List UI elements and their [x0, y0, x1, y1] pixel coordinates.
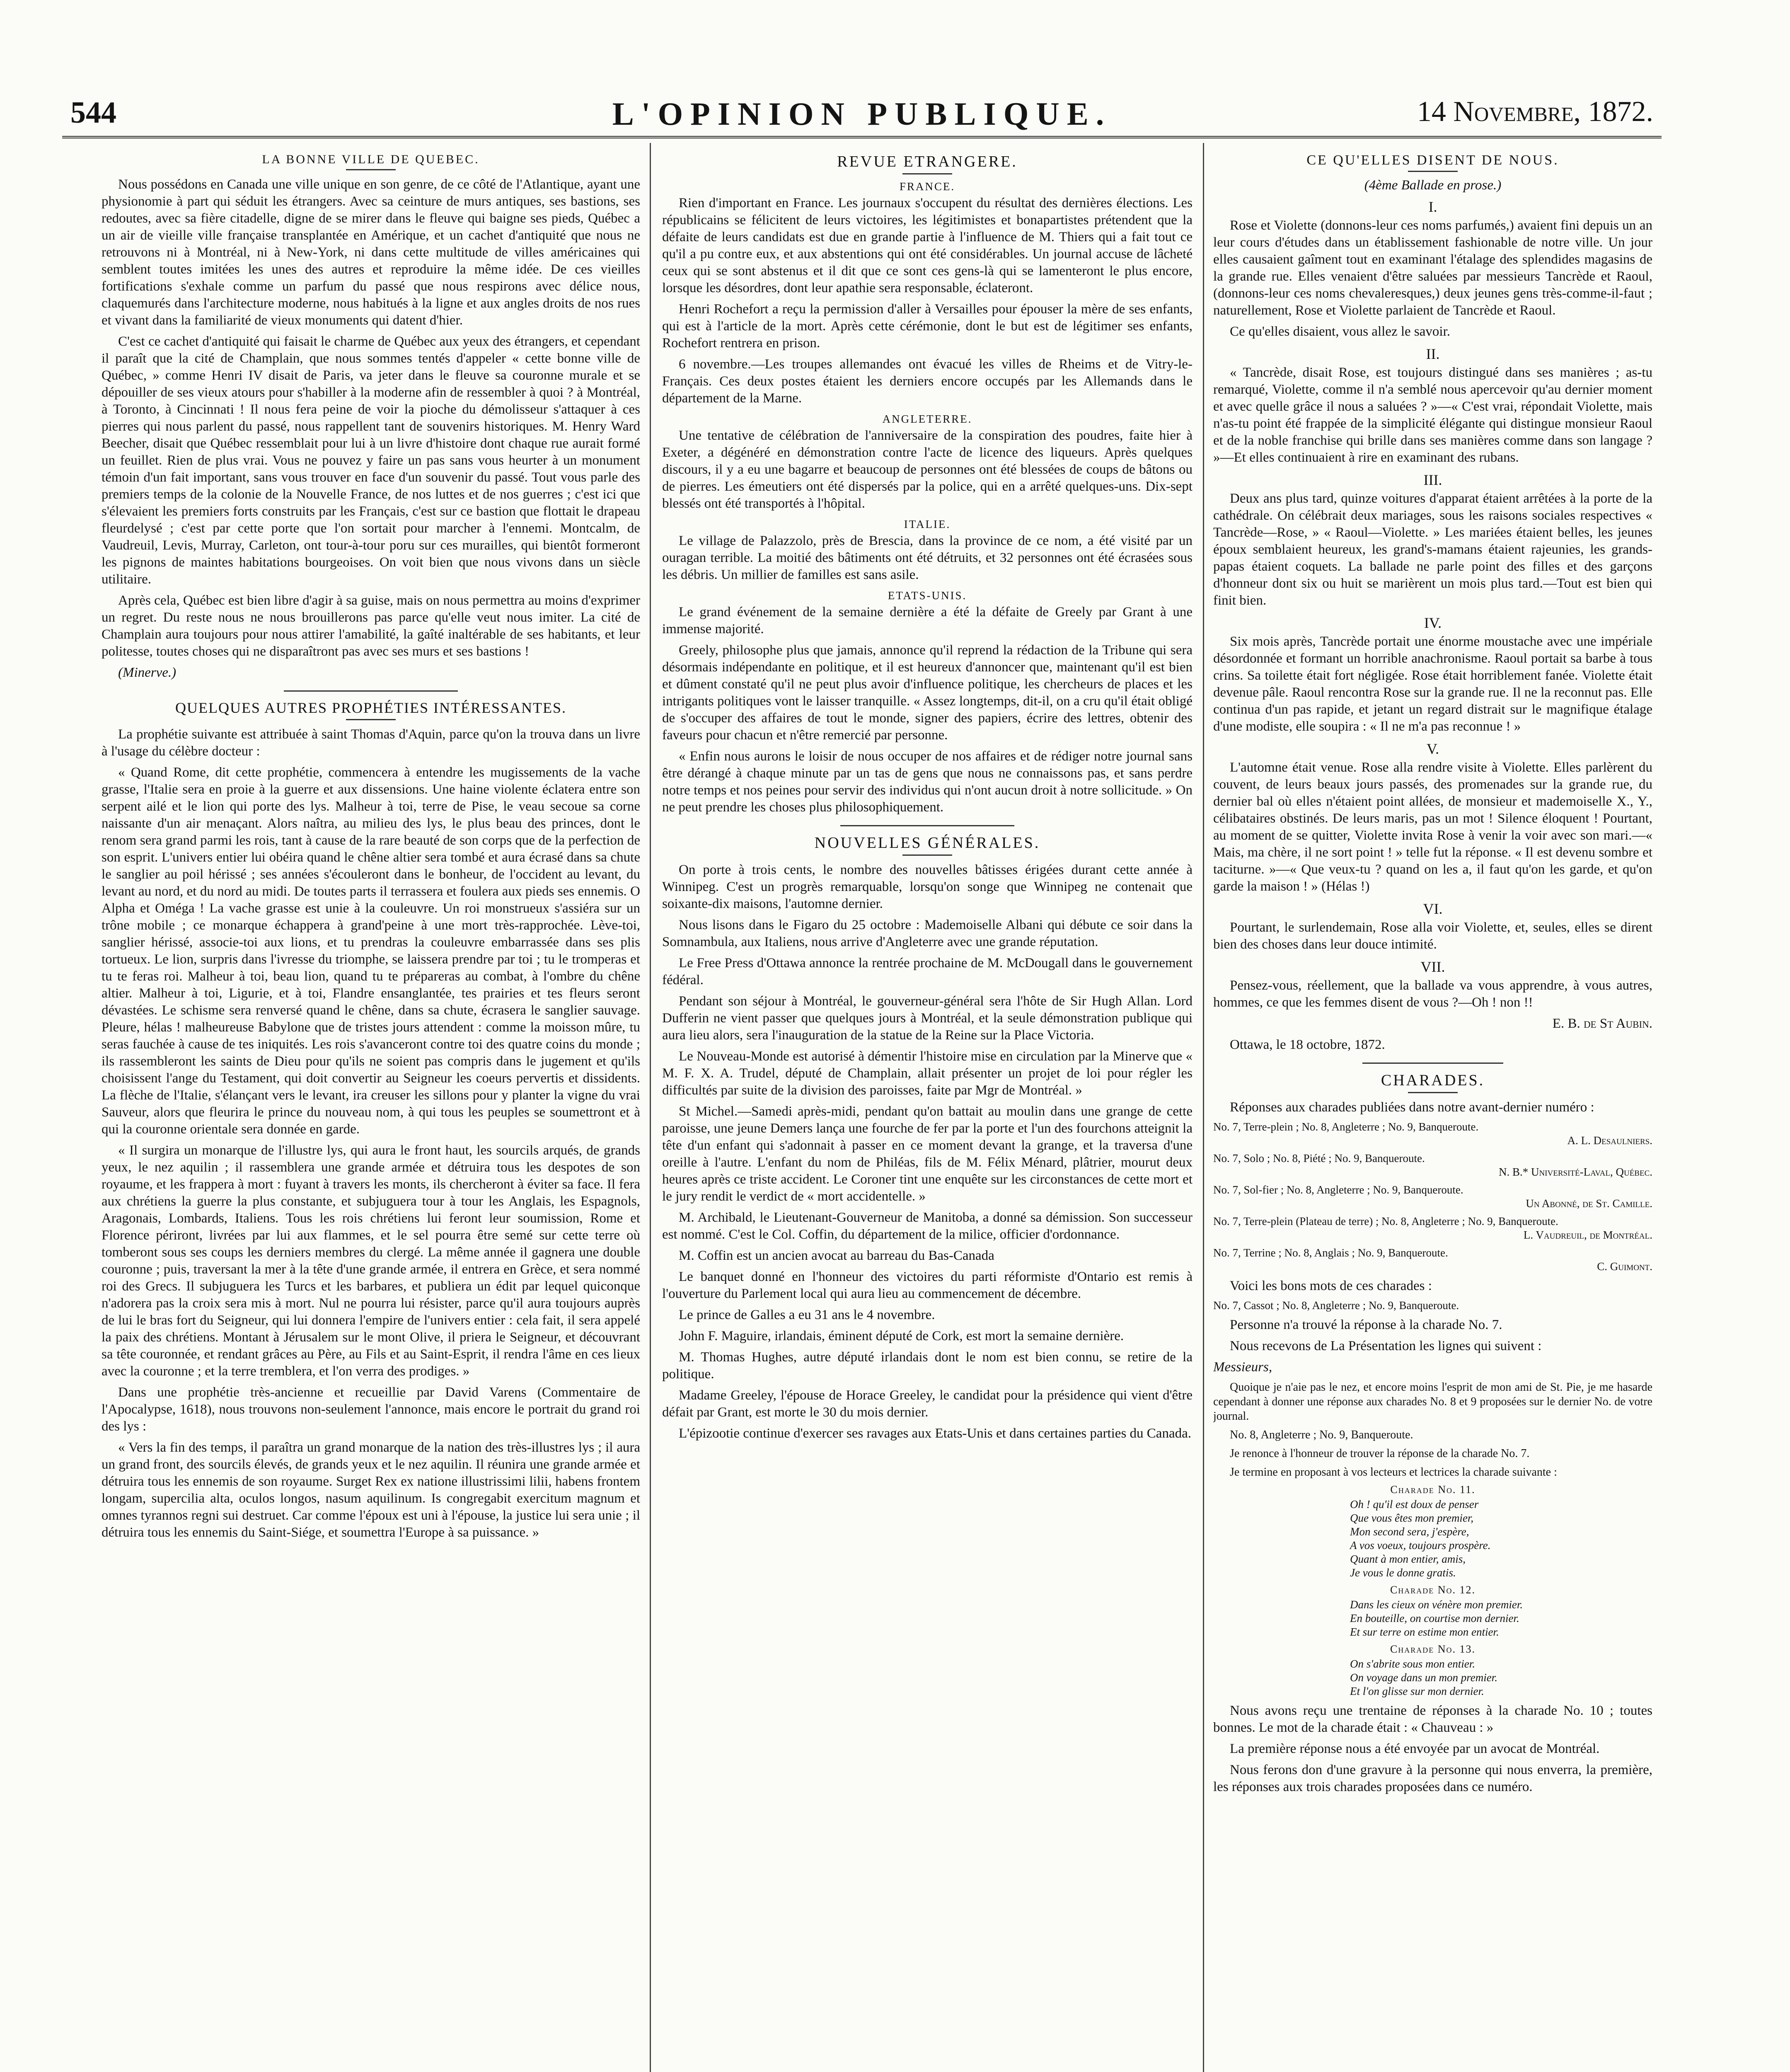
column-divider — [1203, 143, 1204, 2072]
verse-line: A vos voeux, toujours prospère. — [1350, 1539, 1491, 1552]
letter-text: Quoique je n'aie pas le nez, et encore moins l'esprit de mon ami de St. Pie, je me hasarde cependant à donner une réponse aux charades No. 8 et 9 proposées sur le dernier No. de votre journal. — [1213, 1381, 1652, 1423]
title-rule — [902, 854, 952, 856]
title-rule — [902, 173, 952, 174]
letter-text: Je renonce à l'honneur de trouver la réponse de la charade No. 7. — [1230, 1447, 1530, 1460]
column-divider — [650, 143, 651, 2072]
paragraph: « Tancrède, disait Rose, est toujours distingué dans ses manières ; as-tu remarqué, Violette, comme il n'a semblé nous apercevoir qu'au dernier moment et avec quelle grâce il nous a saluées ? »—« C'est vrai, répondait Violette, mais n'as-tu point été frappée de la simplicité élégante qui distingue monsieur Raoul et de la noble franchise qui brille dans ses manières comme dans son langage ? »—Et elles continuaient à rire en examinant des rubans. — [1213, 365, 1652, 465]
section-number: VII. — [1420, 959, 1445, 975]
paragraph: M. Coffin est un ancien avocat au barreau du Bas-Canada — [679, 1248, 994, 1263]
paragraph: Ce qu'elles disaient, vous allez le savoir. — [1230, 324, 1450, 339]
paragraph: Madame Greeley, l'épouse de Horace Greeley, le candidat pour la présidence qui vient d'être défait par Grant, est morte le 30 du mois dernier. — [662, 1388, 1193, 1420]
paragraph: Après cela, Québec est bien libre d'agir à sa guise, mais on nous permettra au moins d'exprimer un regret. Du reste nous ne nous brouillerons pas parce qu'elle veut nous imiter. La cité de Champlain aura toujours pour nous attirer l'amabilité, la gaîté inaltérable de ses habitants, et leur politesse, toutes choses qui ne disparaîtront pas avec ses murs et ses bastions ! — [102, 593, 640, 659]
section-rule — [840, 825, 1014, 826]
letter-text: Je termine en proposant à vos lecteurs et lectrices la charade suivante : — [1230, 1466, 1557, 1479]
paragraph: Le banquet donné en l'honneur des victoires du parti réformiste d'Ontario est remis à l'ouverture du Parlement local qui aura lieu au commencement de décembre. — [662, 1269, 1193, 1301]
paragraph: Nous avons reçu une trentaine de réponses à la charade No. 10 ; toutes bonnes. Le mot de la charade était : « Chauveau : » — [1213, 1703, 1652, 1735]
letter-text: No. 8, Angleterre ; No. 9, Banqueroute. — [1230, 1428, 1413, 1441]
article-title-quebec: LA BONNE VILLE DE QUEBEC. — [262, 152, 480, 166]
charade-verse — [1350, 1598, 1652, 1639]
column-3 — [1213, 145, 1652, 2072]
section-number: I. — [1428, 198, 1437, 215]
paragraph: Nous possédons en Canada une ville unique en son genre, de ce côté de l'Atlantique, ayant une physionomie à part qui séduit les étrangers. Avec sa ceinture de murs antiques, ses bastions, ses redoutes, avec sa fière citadelle, digne de se mirer dans le fleuve qui baigne ses pieds, Québec a un air de vieille ville française transplantée en Amérique, et un cachet d'antiquité que nous ne retrouvons ni à Montréal, ni à New-York, ni dans cette multitude de villes américaines qui semblent toutes imitées les unes des autres et reproduire la même idée. De ces vieilles fortifications s'exhale comme un parfum du passé que nous respirons avec délice nous, claquemurés dans l'architecture moderne, nous habitués à la ligne et aux angles droits de nos rues et vivant dans la familiarité de vieux monuments qui datent d'hier. — [102, 177, 640, 328]
paragraph: Le village de Palazzolo, près de Brescia, dans la province de ce nom, a été visité par un ouragan terrible. La moitié des bâtiments ont été détruits, et 32 personnes ont été écrasées sous les débris. Un millier de familles est sans asile. — [662, 533, 1193, 582]
section-head-france: FRANCE. — [899, 180, 955, 193]
page-number: 544 — [70, 96, 116, 130]
issue-date: 14 Novembre, 1872. — [1417, 96, 1653, 128]
paragraph: M. Archibald, le Lieutenant-Gouverneur de Manitoba, a donné sa démission. Son successeur est nommé. C'est le Col. Coffin, du département de la milice, officier d'ordonnance. — [662, 1210, 1193, 1242]
paragraph: 6 novembre.—Les troupes allemandes ont évacué les villes de Rheims et de Vitry-le-Français. Ces deux postes étaient les derniers encore occupés par les Allemands dans le département de la Marne. — [662, 357, 1193, 406]
verse-line: Que vous êtes mon premier, — [1350, 1512, 1474, 1524]
verse-line: Je vous le donne gratis. — [1350, 1566, 1456, 1579]
verse-line: Et l'on glisse sur mon dernier. — [1350, 1685, 1484, 1697]
paragraph: Henri Rochefort a reçu la permission d'aller à Versailles pour épouser la mère de ses enfants, qui est à l'article de la mort. Après cette cérémonie, dont le but est de légitimer ses enfants, Rochefort rentrera en prison. — [662, 302, 1193, 351]
answer-entry — [1213, 1215, 1652, 1242]
paragraph: L'épizootie continue d'exercer ses ravages aux Etats-Unis et dans certaines parties du Canada. — [679, 1426, 1191, 1441]
author-signature: E. B. de St Aubin. — [1552, 1016, 1652, 1031]
paragraph: Pourtant, le surlendemain, Rose alla voir Violette, et, seules, elles se dirent bien des choses dans leur douce intimité. — [1213, 920, 1652, 952]
verse-line: En bouteille, on courtise mon dernier. — [1350, 1612, 1519, 1624]
paragraph: « Quand Rome, dit cette prophétie, commencera à entendre les mugissements de la vache grasse, l'Italie sera en proie à la guerre et aux dissensions. Une haine violente éclatera entre son serpent ailé et le lion qui porte des lys. Malheur à toi, terre de Pise, le veau secoue sa corne naissante d'un air menaçant. Alors naîtra, au milieu des lys, le plus beau des princes, dont le renom sera grand parmi les rois, tant à cause de la rare beauté de son corps que de la perfection de son esprit. L'univers entier lui obéira quand le chêne altier sera tombé et aura écrasé dans sa chute le sanglier au poil hérissé ; ses années s'écouleront dans le bonheur, de l'occident au levant, du levant au nord, et du nord au midi. De toutes parts il terrassera et foulera aux pieds ses ennemis. O Alpha et Oméga ! La vache grasse est unie à la couleuvre. Un roi monstrueux s'assiéra sur un trône mobile ; ce monarque échappera à grand'peine à une mort très-rapprochée. Lève-toi, sanglier hérissé, associe-toi aux lions, et tu prendras la couleuvre embarrassée dans ses plis tortueux. Le lion, surpris dans l'ivresse du triomphe, se laissera prendre par toi ; tu le tromperas et tu te feras roi. Malheur à toi, beau lion, quand tu te prépareras au combat, à l'ombre du chêne altier. Malheur à toi, Ligurie, et à toi, Flandre ensanglantée, tes prairies et tes fleurs seront dévastées. Le schisme sera renversé quand le chêne, dans sa chute, écrasera le sanglier sauvage. Pleure, hélas ! malheureuse Babylone que de tristes jours attendent : comme la moisson mûre, tu seras fauchée à cause de tes iniquités. Les rois s'avanceront contre toi des quatre coins du monde ; ils rassembleront les saints de Dieu pour qu'ils ne soient pas compris dans le jugement et qu'ils choisissent l'ange du Testament, qui doit convertir au Seigneur les coeurs pervertis et dissidents. La flèche de l'Italie, s'élançant vers le levant, ira creuser les sillons pour y planter la vigne du vrai Sauveur, alors que fleurira le prince du nouveau nom, à qui tous les peuples se soumettront et à qui la couronne orientale sera donnée en garde. — [102, 765, 640, 1137]
article-title-revue: REVUE ETRANGERE. — [837, 153, 1018, 170]
section-number: V. — [1426, 741, 1439, 757]
paragraph: Rose et Violette (donnons-leur ces noms parfumés,) avaient fini depuis un an leur cours d'études dans un établissement fashionable de notre ville. Un jour elles causaient gaîment tout en examinant l'étalage des splendides magasins de la grande rue. Elles venaient d'être saluées par messieurs Tancrède et Raoul, (donnons-leur ces noms chevaleresques,) deux jeunes gens très-comme-il-faut ; naturellement, Rose et Violette parlaient de Tancrède et Raoul. — [1213, 218, 1652, 318]
answer-text: No. 7, Terre-plein (Plateau de terre) ; No. 8, Angleterre ; No. 9, Banqueroute. — [1213, 1215, 1558, 1227]
paragraph: Dans une prophétie très-ancienne et recueillie par David Varens (Commentaire de l'Apocalypse, 1618), nous trouvons non-seulement l'annonce, mais encore le portrait du grand roi des lys : — [102, 1385, 640, 1434]
section-number: IV. — [1424, 615, 1442, 631]
correct-answers: No. 7, Cassot ; No. 8, Angleterre ; No. 9, Banqueroute. — [1213, 1299, 1459, 1312]
paragraph: « Enfin nous aurons le loisir de nous occuper de nos affaires et de rédiger notre journal sans être dérangé à chaque minute par un tas de gens que nous ne connaissons pas, et sans perdre notre temps et nos peines pour servir des individus qui n'ont aucun droit à notre sollicitude. » On ne peut prendre les choses plus philosophiquement. — [662, 749, 1193, 815]
section-rule — [284, 690, 458, 692]
article-title-charades: CHARADES. — [1381, 1072, 1485, 1089]
verse-line: Mon second sera, j'espère, — [1350, 1525, 1469, 1538]
charade-title: Charade No. 12. — [1390, 1584, 1476, 1596]
verse-line: Quant à mon entier, amis, — [1350, 1553, 1466, 1565]
paragraph: Pensez-vous, réellement, que la ballade va vous apprendre, à vous autres, hommes, ce que les femmes disent de vous ?—Oh ! non !! — [1213, 978, 1652, 1010]
answer-author: C. Guimont. — [1597, 1260, 1652, 1273]
column-2 — [662, 145, 1193, 2072]
paragraph: Le grand événement de la semaine dernière a été la défaite de Greely par Grant à une immense majorité. — [662, 605, 1193, 637]
answer-text: No. 7, Solo ; No. 8, Piété ; No. 9, Banqueroute. — [1213, 1152, 1425, 1164]
source-credit: (Minerve.) — [118, 665, 177, 680]
section-rule — [1362, 1063, 1503, 1064]
charade-title: Charade No. 11. — [1390, 1484, 1476, 1496]
verse-line: Et sur terre on estime mon entier. — [1350, 1626, 1499, 1638]
paper-title: L'OPINION PUBLIQUE. — [612, 96, 1112, 132]
answer-entry — [1213, 1246, 1652, 1273]
paragraph: L'automne était venue. Rose alla rendre visite à Violette. Elles parlèrent du couvent, de leurs beaux jours passés, des promenades sur la grande rue, du dernier bal où elles n'étaient point allées, de monsieur et mademoiselle X., Y., célibataires obstinés. De leurs maris, pas un mot ! Silence éloquent ! Pourtant, au moment de se quitter, Violette invita Rose à venir la voir avec son mari.—« Mais, ma chère, il ne sort point ! » telle fut la réponse. « Il est devenu sombre et taciturne. »—« Que veux-tu ? quand on les a, il faut qu'on les garde, et qu'on garde la maison ! » (Hélas !) — [1213, 760, 1652, 894]
answer-author: A. L. Desaulniers. — [1567, 1134, 1652, 1147]
charade-verse — [1350, 1498, 1652, 1580]
paragraph: C'est ce cachet d'antiquité qui faisait le charme de Québec aux yeux des étrangers, et cependant il paraît que la cité de Champlain, que nous sommes tentés d'appeler « cette bonne ville de Québec, » comme Henri IV disait de Paris, va jeter dans le fleuve sa couronne murale et se dépouiller de ses vieux atours pour s'habiller à la moderne afin de ressembler à quoi ? à Montréal, à Toronto, à Cincinnati ! Il nous fera peine de voir la pioche du démolisseur s'attaquer à ces pierres qui nous parlent du passé, nous rappellent tant de souvenirs historiques. M. Henry Ward Beecher, disait que Québec ressemblait pour lui à un livre d'histoire dont chaque rue aurait formé un feuillet. Rien de plus vrai. Vous ne pouvez y faire un pas sans vous heurter à un monument témoin d'un fait important, sans vous trouver en face d'un souvenir du passé. Tout vous parle des premiers temps de la colonie de la Nouvelle France, de nos luttes et de nos guerres ; c'est ici que s'élevaient les premiers forts construits par les Français, c'est sur ce bastion que flottait le drapeau fleurdelysé ; c'est par cette porte que l'on sortait pour marcher à l'ennemi. Montcalm, de Vaudreuil, Levis, Murray, Carleton, ont tour-à-tour poru sur ces murailles, qui bientôt formeront les pignons de maintes habitations bourgeoises. On voit bien que nous vivons dans un siècle utilitaire. — [102, 334, 640, 587]
paragraph: Voici les bons mots de ces charades : — [1230, 1278, 1432, 1293]
paragraph: Le Free Press d'Ottawa annonce la rentrée prochaine de M. McDougall dans le gouvernement fédéral. — [662, 956, 1193, 988]
section-number: II. — [1426, 346, 1440, 362]
paragraph: La première réponse nous a été envoyée par un avocat de Montréal. — [1230, 1741, 1600, 1756]
paragraph: John F. Maguire, irlandais, éminent député de Cork, est mort la semaine dernière. — [679, 1329, 1124, 1343]
masthead-rule — [62, 136, 1662, 138]
charade-verse — [1350, 1657, 1652, 1698]
paragraph: Le prince de Galles a eu 31 ans le 4 novembre. — [679, 1307, 935, 1322]
charade-title: Charade No. 13. — [1390, 1643, 1476, 1655]
verse-line: On s'abrite sous mon entier. — [1350, 1658, 1476, 1670]
paragraph: Nous recevons de La Présentation les lignes qui suivent : — [1230, 1339, 1542, 1353]
paragraph: Pendant son séjour à Montréal, le gouverneur-général sera l'hôte de Sir Hugh Allan. Lord Dufferin ne vient passer que quelques jours à Montréal, et la seule démonstration publique qui aura lieu alors, sera l'inauguration de la statue de la Reine sur la Place Victoria. — [662, 994, 1193, 1043]
paragraph: Le Nouveau-Monde est autorisé à démentir l'histoire mise en circulation par la Minerve que « M. F. X. A. Trudel, député de Champlain, allait présenter un projet de loi pour régler les difficultés par suite de la division des paroisses, faite par Mgr de Montréal. » — [662, 1049, 1193, 1098]
column-1 — [102, 145, 640, 2072]
section-head-italie: ITALIE. — [904, 518, 951, 530]
verse-line: Oh ! qu'il est doux de penser — [1350, 1498, 1479, 1510]
title-rule — [1408, 1092, 1458, 1093]
section-number: VI. — [1423, 900, 1443, 917]
answer-text: No. 7, Sol-fier ; No. 8, Angleterre ; No. 9, Banqueroute. — [1213, 1184, 1463, 1196]
article-title-ballade: CE QU'ELLES DISENT DE NOUS. — [1306, 152, 1559, 168]
paragraph: Six mois après, Tancrède portait une énorme moustache avec une impériale désordonnée et formant un horrible anachronisme. Raoul portait sa barbe à tous crins. Sa toilette était fort négligée. Rose était horriblement fanée. Violette était devenue pâle. Raoul rencontra Rose sur la grande rue. Il ne la reconnut pas. Elle continua d'un pas rapide, et jetant un regard distrait sur le magnifique étalage d'une modiste, elle soupira : « Il ne m'a pas reconnue ! » — [1213, 634, 1652, 734]
title-rule — [346, 719, 396, 720]
section-number: III. — [1423, 472, 1442, 488]
article-title-nouvelles: NOUVELLES GÉNÉRALES. — [814, 834, 1040, 852]
paragraph: Une tentative de célébration de l'anniversaire de la conspiration des poudres, faite hier à Exeter, a dégénéré en démonstration contre l'acte de licence des liqueurs. Après quelques discours, il y a eu une bagarre et beaucoup de personnes ont été blessées de coups de bâtons ou de pierres. Les émeutiers ont été dispersés par la police, qui en a arrêté quelques-uns. Dix-sept blessés ont été transportés à l'hôpital. — [662, 428, 1193, 511]
title-rule — [346, 169, 396, 170]
paragraph: Réponses aux charades publiées dans notre avant-dernier numéro : — [1230, 1100, 1594, 1115]
answer-author: L. Vaudreuil, de Montréal. — [1523, 1229, 1652, 1241]
section-head-etats-unis: ETATS-UNIS. — [888, 589, 967, 602]
paragraph: St Michel.—Samedi après-midi, pendant qu'on battait au moulin dans une grange de cette paroisse, une jeune Demers lança une fourche de fer par la porte et l'un des fourchons atteignit la tête d'un enfant qui s'adonnait à passer en ce moment devant la grange, et la traversa d'une oreille à l'autre. L'enfant du nom de Philéas, fils de M. Félix Ménard, plâtrier, mourut deux heures après ce triste accident. Le Coroner tint une enquête sur les circonstances de cette mort et le jury rendit le verdict de « mort accidentelle. » — [662, 1104, 1193, 1204]
paragraph: Nous lisons dans le Figaro du 25 octobre : Mademoiselle Albani qui débute ce soir dans la Somnambula, aux Italiens, nous arrive d'Angleterre avec une grande réputation. — [662, 917, 1193, 949]
answer-author: Un Abonné, de St. Camille. — [1526, 1197, 1652, 1210]
paragraph: Deux ans plus tard, quinze voitures d'apparat étaient arrêtées à la porte de la cathédrale. On célébrait deux mariages, sous les raisons sociales respectives « Tancrède—Rose, » « Raoul—Violette. » Les mariées étaient belles, les jeunes époux semblaient heureux, les grand's-mamans étaient rajeunies, les grands-papas étaient coquets. La ballade ne parle point des filles et des garçons d'honneur dont six ou huit se marièrent un mois plus tard.—Tout est bien qui finit bien. — [1213, 491, 1652, 608]
paragraph: Nous ferons don d'une gravure à la personne qui nous enverra, la première, les réponses aux trois charades proposées dans ce numéro. — [1213, 1762, 1652, 1794]
paragraph: Rien d'important en France. Les journaux s'occupent du résultat des dernières élections. Les républicains se félicitent de leurs victoires, les légitimistes et bonapartistes prétendent que la défaite de leurs candidats est due en grande partie à l'influence de M. Thiers qui a fait tout ce qu'il a pu contre eux, et aux abstentions qui ont été considérables. Un journal accuse de lâcheté ceux qui se sont abstenus et il dit que ce sont ces gens-là qui se lamenteront le plus encore, lorsque les désordres, dont leur apathie sera responsable, éclateront. — [662, 196, 1193, 295]
section-head-angleterre: ANGLETERRE. — [882, 413, 972, 425]
article-subtitle: (4ème Ballade en prose.) — [1364, 178, 1502, 193]
paragraph: « Il surgira un monarque de l'illustre lys, qui aura le front haut, les sourcils arqués, de grands yeux, le nez aquilin ; il rassemblera une grande armée et détruira tous les despotes de son royaume, et les frappera à mort : fuyant à travers les monts, ils chercheront à éviter sa face. Il fera aux chrétiens la guerre la plus constante, et subjuguera tour à tour les Anglais, les Espagnols, Aragonais, Lombards, Italiens. Tous les rois chrétiens lui feront leur soumission, Rome et Florence périront, livrées par lui aux flammes, et le sel pourra être semé sur cette terre où tomberont sous ses coups les derniers membres du clergé. La même année il gagnera une double couronne ; puis, traversant la mer à la tête d'une grande armée, il entrera en Grèce, et sera nommé roi des Grecs. Il subjuguera les Turcs et les barbares, et publiera un édit par lequel quiconque n'adorera pas la croix sera mis à mort. Nul ne pourra lui résister, parce qu'il aura toujours auprès de lui le bras fort du Seigneur, qui lui donnera l'empire de l'univers entier : cela fait, il sera appelé la paix des chrétiens. Montant à Jérusalem sur le mont Olive, il priera le Seigneur, et découvrant sa tête couronnée, et rendant grâces au Père, au Fils et au Saint-Esprit, il rendra l'âme en ces lieux avec la couronne ; et la terre tremblera, et l'on verra des prodiges. » — [102, 1143, 640, 1379]
answer-author: N. B.* Université-Laval, Québec. — [1498, 1166, 1652, 1178]
answer-entry — [1213, 1183, 1652, 1210]
paragraph: Personne n'a trouvé la réponse à la charade No. 7. — [1230, 1317, 1502, 1332]
answer-entry — [1213, 1120, 1652, 1147]
paragraph: Greely, philosophe plus que jamais, annonce qu'il reprend la rédaction de la Tribune qui sera désormais indépendante en politique, et il est heureux d'annoncer que, maintenant qu'il est bien et dûment constaté qu'il ne peut plus avoir d'influence politique, les chercheurs de places et les intrigants politiques vont le laisser tranquille. « Assez longtemps, dit-il, on a cru qu'il était obligé de s'occuper des affaires de tout le monde, signer des papiers, écrire des lettres, obtenir des faveurs pour chacun et n'être remercié par personne. — [662, 643, 1193, 743]
verse-line: Dans les cieux on vénère mon premier. — [1350, 1598, 1523, 1611]
title-rule — [1408, 171, 1458, 172]
masthead — [62, 95, 1662, 133]
article-title-propheties: QUELQUES AUTRES PROPHÉTIES INTÉRESSANTES. — [175, 700, 567, 716]
verse-line: On voyage dans un mon premier. — [1350, 1671, 1497, 1684]
answer-entry — [1213, 1152, 1652, 1179]
letter-salutation: Messieurs, — [1213, 1360, 1272, 1375]
dateline: Ottawa, le 18 octobre, 1872. — [1230, 1037, 1385, 1052]
paragraph: « Vers la fin des temps, il paraîtra un grand monarque de la nation des très-illustres lys ; il aura un grand front, des sourcils élevés, de grands yeux et le nez aquilin. Il réunira une grande armée et détruira tous les ennemis de son royaume. Surget Rex ex natione illustrissimi lilii, habens frontem longam, supercilia alta, oculos longos, nasum aquilinum. Is congregabit exercitum magnum et omnes tyrannos regni sui destruet. Car comme l'époux est uni à l'épouse, la justice lui sera unie ; il détruira tous les ennemis du Saint-Siége, et soumettra l'Europe à sa puissance. » — [102, 1440, 640, 1540]
answer-text: No. 7, Terrine ; No. 8, Anglais ; No. 9, Banqueroute. — [1213, 1247, 1448, 1259]
paragraph: La prophétie suivante est attribuée à saint Thomas d'Aquin, parce qu'on la trouva dans un livre à l'usage du célèbre docteur : — [102, 727, 640, 759]
paragraph: On porte à trois cents, le nombre des nouvelles bâtisses érigées durant cette année à Winnipeg. C'est un progrès remarquable, lorsqu'on songe que Winnipeg ne contenait que soixante-dix maisons, l'automne dernier. — [662, 862, 1193, 911]
paragraph: M. Thomas Hughes, autre député irlandais dont le nom est bien connu, se retire de la politique. — [662, 1350, 1193, 1382]
answer-text: No. 7, Terre-plein ; No. 8, Angleterre ; No. 9, Banqueroute. — [1213, 1121, 1479, 1133]
